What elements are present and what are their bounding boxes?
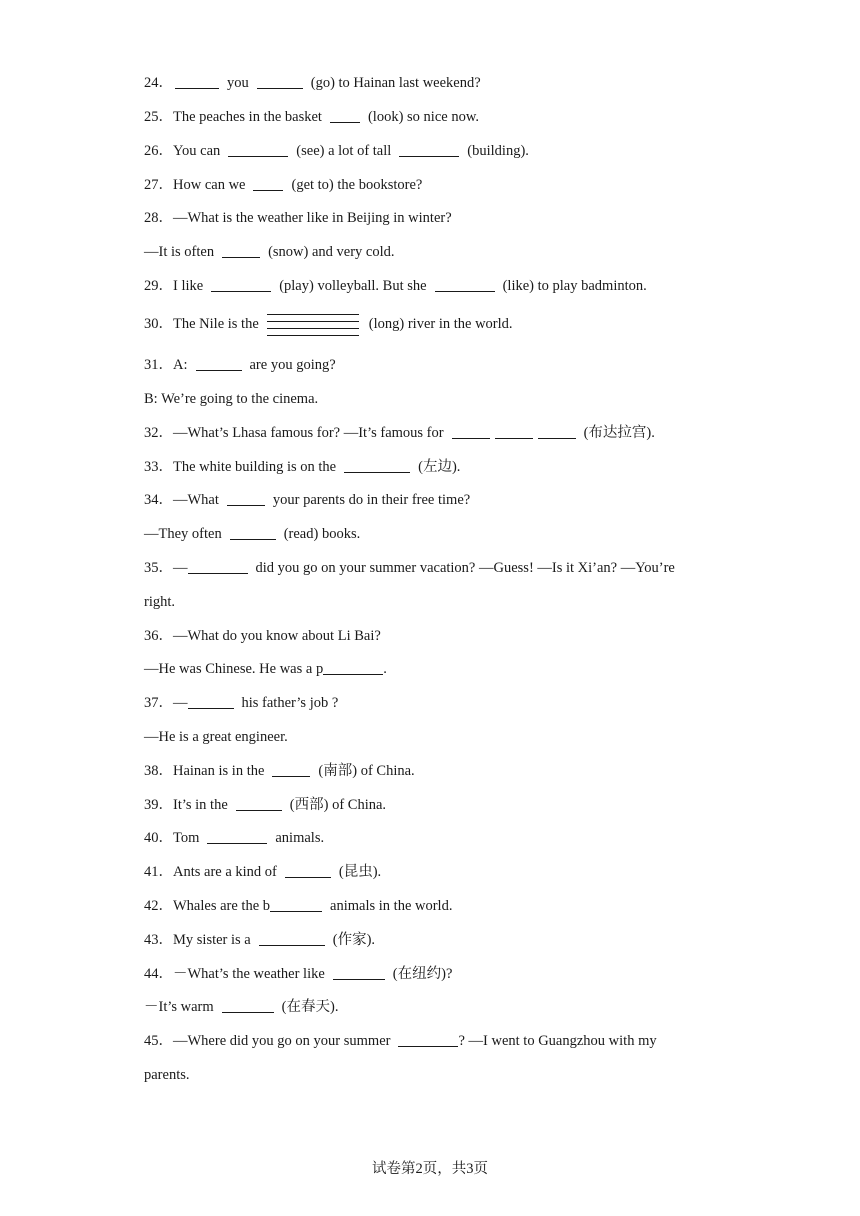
question-31-reply (144, 390, 318, 408)
q44-text-2: (在纽约)? (392, 966, 453, 982)
question-28 (144, 209, 452, 227)
answer-blank[interactable] (207, 830, 267, 844)
question-40 (144, 829, 324, 847)
q37-text-3: —He is a great engineer. (144, 729, 288, 745)
q34-text-4: (read) books. (283, 526, 361, 542)
question-39 (144, 796, 386, 814)
q33-text-1: 33．The white building is on the (144, 459, 337, 475)
answer-blank[interactable] (398, 1033, 458, 1047)
q31-text-3: B: We’re going to the cinema. (144, 391, 319, 407)
q31-text-1: 31．A: (144, 357, 188, 373)
q33-text-2: (左边). (418, 459, 461, 475)
answer-blank[interactable] (452, 425, 490, 439)
question-37 (144, 694, 338, 712)
q30-text-1: 30．The Nile is the (144, 316, 259, 332)
answer-blank[interactable] (285, 864, 331, 878)
answer-blank[interactable] (236, 797, 282, 811)
question-34 (144, 491, 470, 509)
q45-text-3: parents. (144, 1067, 190, 1083)
q28-text-1: 28．—What is the weather like in Beijing in winter? (144, 210, 452, 226)
question-35 (144, 559, 675, 577)
q32-text-1: 32．—What’s Lhasa famous for? —It’s famous for (144, 425, 444, 441)
question-34-reply (144, 525, 360, 543)
q32-text-2: (布达拉宫). (583, 425, 655, 441)
q45-text-1: 45．—Where did you go on your summer (144, 1033, 391, 1049)
q28-text-3: (snow) and very cold. (268, 244, 395, 260)
answer-blank[interactable] (228, 143, 288, 157)
q37-text-2: his father’s job ? (241, 695, 339, 711)
q29-text-3: (like) to play badminton. (502, 278, 647, 294)
question-26 (144, 142, 529, 160)
q26-text-3: (building). (467, 143, 529, 159)
answer-blank[interactable] (253, 177, 283, 191)
answer-blank[interactable] (222, 244, 260, 258)
q35-text-2: did you go on your summer vacation? —Guess! —Is it Xi’an? —You’re (255, 560, 675, 576)
question-36-reply (144, 660, 387, 678)
q24-text-2: you (227, 75, 249, 91)
question-45 (144, 1032, 657, 1050)
q25-text-2: (look) so nice now. (367, 109, 479, 125)
q38-text-2: (南部) of China. (318, 763, 415, 779)
answer-blank[interactable] (188, 560, 248, 574)
q34-text-3: —They often (144, 526, 222, 542)
answer-blank[interactable] (272, 763, 310, 777)
answer-blank[interactable] (257, 75, 303, 89)
q45-text-2: ? —I went to Guangzhou with my (458, 1033, 657, 1049)
question-32 (144, 424, 655, 442)
q43-text-2: (作家). (332, 932, 376, 948)
q34-text-2: your parents do in their free time? (272, 492, 471, 508)
answer-blank[interactable] (222, 999, 274, 1013)
q42-text-2: animals in the world. (330, 898, 453, 914)
q38-text-1: 38．Hainan is in the (144, 763, 265, 779)
q29-text-1: 29．I like (144, 278, 204, 294)
q36-text-3: . (383, 661, 387, 677)
page-footer: 试卷第2页，共3页 (372, 1161, 488, 1177)
q36-text-2: —He was Chinese. He was a p (144, 661, 324, 677)
q27-text-1: 27．How can we (144, 177, 246, 193)
question-36 (144, 627, 381, 645)
q44-text-4: (在春天). (281, 999, 339, 1015)
answer-blank[interactable] (270, 898, 322, 912)
question-30 (144, 311, 513, 337)
answer-blank[interactable] (435, 278, 495, 292)
answer-blank[interactable] (259, 932, 325, 946)
answer-blank[interactable] (196, 357, 242, 371)
q35-text-1: 35．— (144, 560, 188, 576)
q42-text-1: 42．Whales are the b (144, 898, 271, 914)
q40-text-1: 40．Tom (144, 830, 200, 846)
q28-text-2: —It is often (144, 244, 215, 260)
q24-text-3: (go) to Hainan last weekend? (310, 75, 481, 91)
q24-text-1: 24． (144, 75, 173, 91)
question-28-answer-line (144, 243, 395, 261)
question-25 (144, 108, 479, 126)
question-24 (144, 74, 481, 92)
q25-text-1: 25．The peaches in the basket (144, 109, 322, 125)
q36-text-1: 36．—What do you know about Li Bai? (144, 628, 381, 644)
q34-text-1: 34．—What (144, 492, 219, 508)
question-37-reply (144, 728, 288, 746)
q30-text-2: (long) river in the world. (368, 316, 513, 332)
question-35-continued (144, 593, 175, 611)
answer-blank[interactable] (344, 459, 410, 473)
answer-blank[interactable] (211, 278, 271, 292)
question-44 (144, 965, 452, 983)
question-44-reply (144, 998, 338, 1016)
answer-blank[interactable] (323, 661, 383, 675)
q31-text-2: are you going? (249, 357, 336, 373)
question-45-continued (144, 1066, 190, 1084)
q40-text-2: animals. (275, 830, 325, 846)
question-27 (144, 176, 422, 194)
question-43 (144, 931, 375, 949)
answer-blank[interactable] (227, 492, 265, 506)
answer-blank[interactable] (330, 109, 360, 123)
q44-text-1: 44．－What’s the weather like (144, 966, 325, 982)
q39-text-1: 39．It’s in the (144, 797, 228, 813)
answer-blank[interactable] (333, 966, 385, 980)
q27-text-2: (get to) the bookstore? (291, 177, 423, 193)
q39-text-2: (西部) of China. (289, 797, 387, 813)
stacked-answer-blank[interactable] (267, 312, 359, 338)
q44-text-3: －It’s warm (144, 999, 214, 1015)
answer-blank[interactable] (538, 425, 576, 439)
question-42 (144, 897, 452, 915)
answer-blank[interactable] (495, 425, 533, 439)
q29-text-2: (play) volleyball. But she (279, 278, 427, 294)
question-41 (144, 863, 381, 881)
answer-blank[interactable] (399, 143, 459, 157)
answer-blank[interactable] (175, 75, 219, 89)
q26-text-1: 26．You can (144, 143, 221, 159)
question-31 (144, 356, 336, 374)
question-38 (144, 762, 415, 780)
q41-text-2: (昆虫). (338, 864, 382, 880)
answer-blank[interactable] (188, 695, 234, 709)
question-33 (144, 458, 460, 476)
question-29 (144, 277, 647, 295)
q41-text-1: 41．Ants are a kind of (144, 864, 277, 880)
q35-text-3: right. (144, 594, 176, 610)
q26-text-2: (see) a lot of tall (296, 143, 392, 159)
answer-blank[interactable] (230, 526, 276, 540)
q37-text-1: 37．— (144, 695, 188, 711)
q43-text-1: 43．My sister is a (144, 932, 251, 948)
